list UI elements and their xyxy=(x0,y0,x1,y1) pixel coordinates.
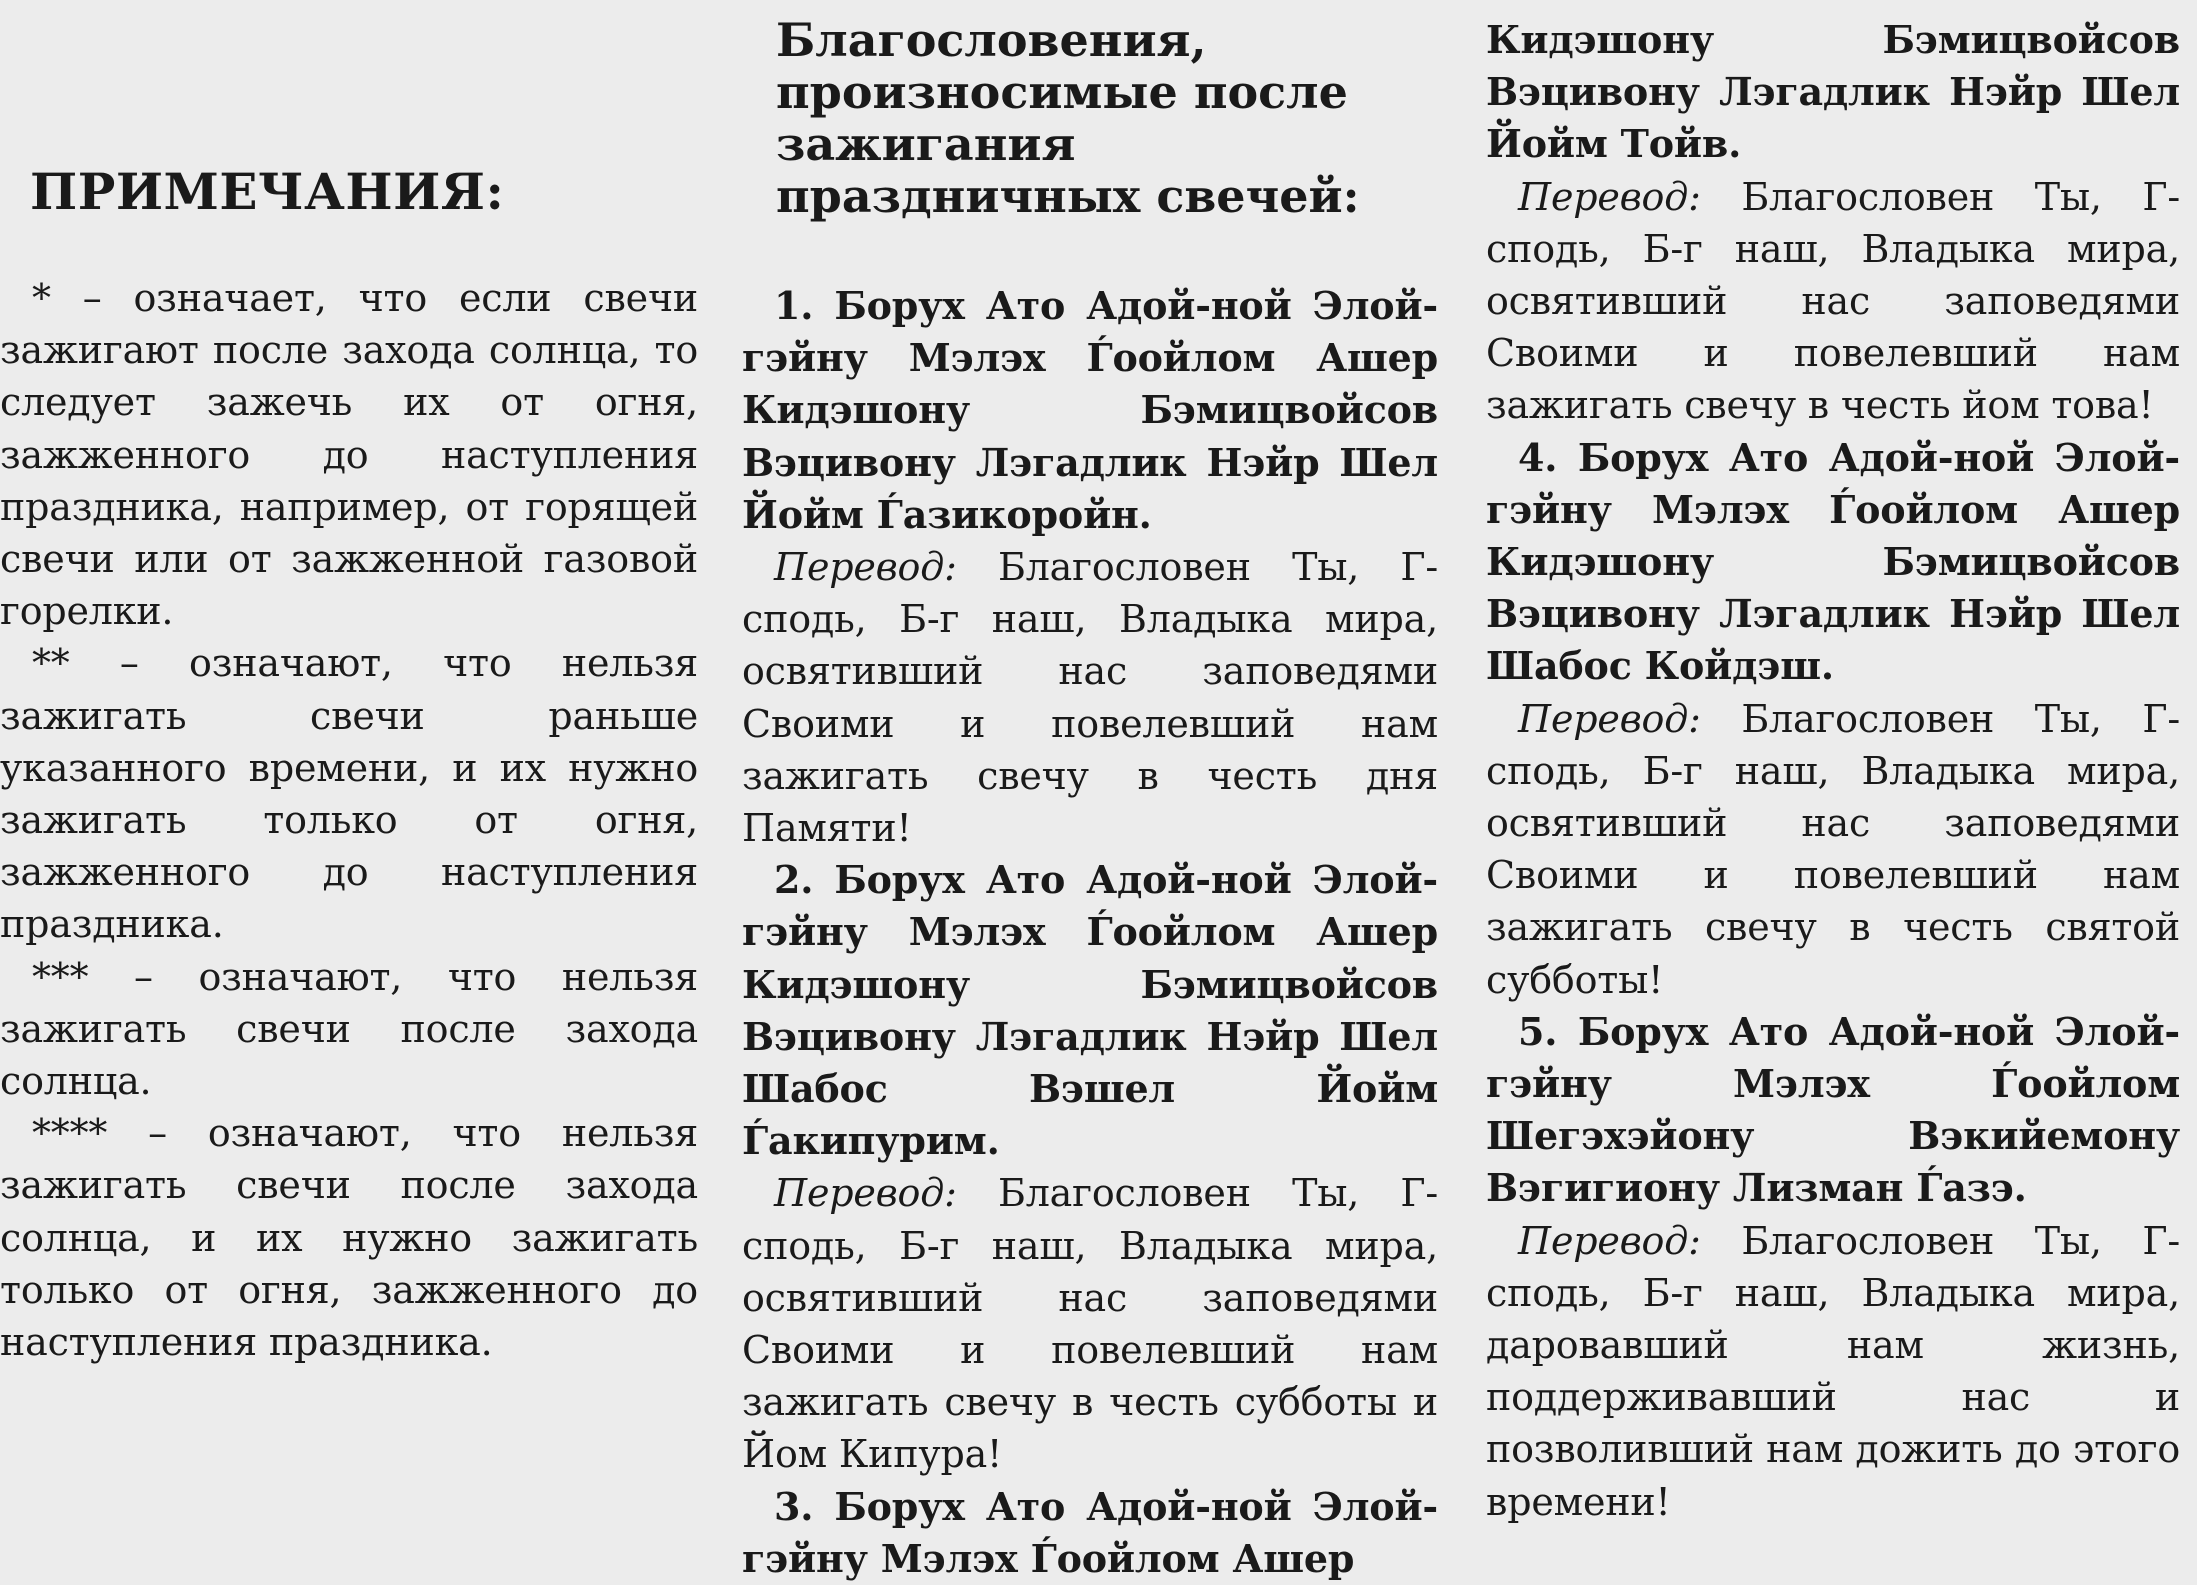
translation-label: Перевод: xyxy=(774,545,957,590)
translation-label: Перевод: xyxy=(774,1171,957,1216)
notes-title: ПРИМЕЧАНИЯ: xyxy=(30,162,505,221)
note-quadruple-asterisk: **** – означают, что нельзя зажигать свечи после захода солнца, и их нужно зажигать только от огня, зажженного до наступления праздника. xyxy=(0,1111,698,1365)
translation-label: Перевод: xyxy=(1518,1218,1701,1263)
blessing-4-translation-text: Благословен Ты, Г- сподь, Б-г наш, Владыка мира, освятивший нас заповедями Своими и повелевший нам зажигать свечу в честь святой субботы! xyxy=(1486,696,2180,1002)
blessing-3-translation-text: Благословен Ты, Г- сподь, Б-г наш, Владыка мира, освятивший нас заповедями Своими и повелевший нам зажигать свечу в честь йом това! xyxy=(1486,174,2180,428)
blessing-2-translation-text: Благословен Ты, Г- сподь, Б-г наш, Владыка мира, освятивший нас заповедями Своими и повелевший нам зажигать свечу в честь субботы и Йом Кипура! xyxy=(742,1171,1438,1477)
translation-label: Перевод: xyxy=(1518,174,1701,219)
blessing-4-translation xyxy=(1486,693,2180,1006)
blessings-title: Благословения, произносимые после зажигания праздничных свечей: xyxy=(776,13,1360,223)
blessing-3-text-end: Кидэшону Бэмицвойсов Вэцивону Лэгадлик Нэйр Шел Йойм Тойв. xyxy=(1486,17,2180,167)
note-single-asterisk: * – означает, что если свечи зажигают после захода солнца, то следует зажечь их от огня, зажженного до наступления праздника, например, от горящей свечи или от зажженной газовой горелки. xyxy=(0,276,698,634)
blessing-5-translation xyxy=(1486,1215,2180,1528)
note-double-asterisk: ** – означают, что нельзя зажигать свечи раньше указанного времени, и их нужно зажигать только от огня, зажженного до наступления праздника. xyxy=(0,641,698,947)
note-triple-asterisk: *** – означают, что нельзя зажигать свечи после захода солнца. xyxy=(0,954,698,1104)
blessing-1-translation xyxy=(742,541,1438,854)
blessing-4-text: 4. Борух Ато Адой-ной Элой-гэйну Мэлэх Ѓоойлом Ашер Кидэшону Бэмицвойсов Вэцивону Лэгадлик Нэйр Шел Шабос Койдэш. xyxy=(1486,434,2180,689)
blessing-1-text: 1. Борух Ато Адой-ной Элой-гэйну Мэлэх Ѓоойлом Ашер Кидэшону Бэмицвойсов Вэцивону Лэгадлик Нэйр Шел Йойм Ѓазикоройн. xyxy=(742,283,1438,537)
blessing-5-text: 5. Борух Ато Адой-ной Элой-гэйну Мэлэх Ѓоойлом Шегэхэйону Вэкийемону Вэгигиону Лизман Ѓазэ. xyxy=(1486,1008,2180,1211)
blessing-3-text-start: 3. Борух Ато Адой-ной Элой-гэйну Мэлэх Ѓоойлом Ашер xyxy=(742,1483,1438,1581)
blessing-2-text: 2. Борух Ато Адой-ной Элой-гэйну Мэлэх Ѓоойлом Ашер Кидэшону Бэмицвойсов Вэцивону Лэгадлик Нэйр Шел Шабос Вэшел Йойм Ѓакипурим. xyxy=(742,857,1438,1164)
blessings-column-middle xyxy=(742,0,1438,1581)
blessings-list-part2 xyxy=(1486,14,2180,1528)
blessing-5-translation-text: Благословен Ты, Г- сподь, Б-г наш, Владыка мира, даровавший нам жизнь, поддерживавший нас и позволивший нам дожить до этого времени! xyxy=(1486,1218,2180,1524)
translation-label: Перевод: xyxy=(1518,696,1701,741)
blessing-1-translation-text: Благословен Ты, Г- сподь, Б-г наш, Владыка мира, освятивший нас заповедями Своими и повелевший нам зажигать свечу в честь дня Памяти! xyxy=(742,545,1438,851)
blessings-list-part1 xyxy=(742,280,1438,1585)
blessing-3-translation xyxy=(1486,171,2180,432)
blessing-2-translation xyxy=(742,1167,1438,1480)
notes-body xyxy=(0,272,698,1368)
